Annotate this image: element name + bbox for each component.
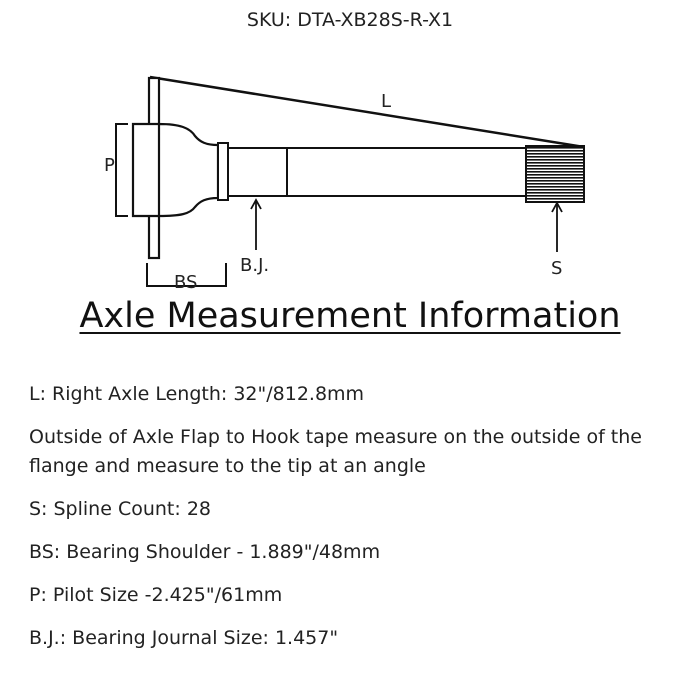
spec-bearing-shoulder: BS: Bearing Shoulder - 1.889"/48mm — [29, 541, 381, 563]
axle-fillet — [159, 124, 218, 216]
spec-length: L: Right Axle Length: 32"/812.8mm — [29, 383, 365, 405]
sku-label: SKU: DTA-XB28S-R-X1 — [246, 9, 454, 31]
pilot-label: P — [104, 155, 115, 176]
spec-spline-count: S: Spline Count: 28 — [29, 498, 211, 520]
spec-bearing-journal: B.J.: Bearing Journal Size: 1.457" — [29, 627, 339, 649]
length-line — [150, 77, 584, 147]
axle-shaft — [228, 148, 526, 196]
spec-list — [29, 380, 694, 667]
pilot-bracket — [116, 124, 128, 216]
axle-pilot — [133, 124, 159, 216]
spline-label: S — [551, 258, 563, 279]
spline-section — [526, 146, 584, 202]
page-heading: Axle Measurement Information — [79, 296, 621, 336]
spec-pilot-size: P: Pilot Size -2.425"/61mm — [29, 584, 283, 606]
length-label: L — [381, 91, 392, 112]
bearing-shoulder-label: BS — [174, 272, 198, 293]
bearing-journal-label: B.J. — [240, 255, 270, 276]
spec-measure-note: Outside of Axle Flap to Hook tape measure on the outside of the flange and measure to the tip at an angle — [29, 426, 642, 477]
bearing-journal-section — [218, 143, 228, 200]
axle-diagram — [0, 0, 700, 300]
